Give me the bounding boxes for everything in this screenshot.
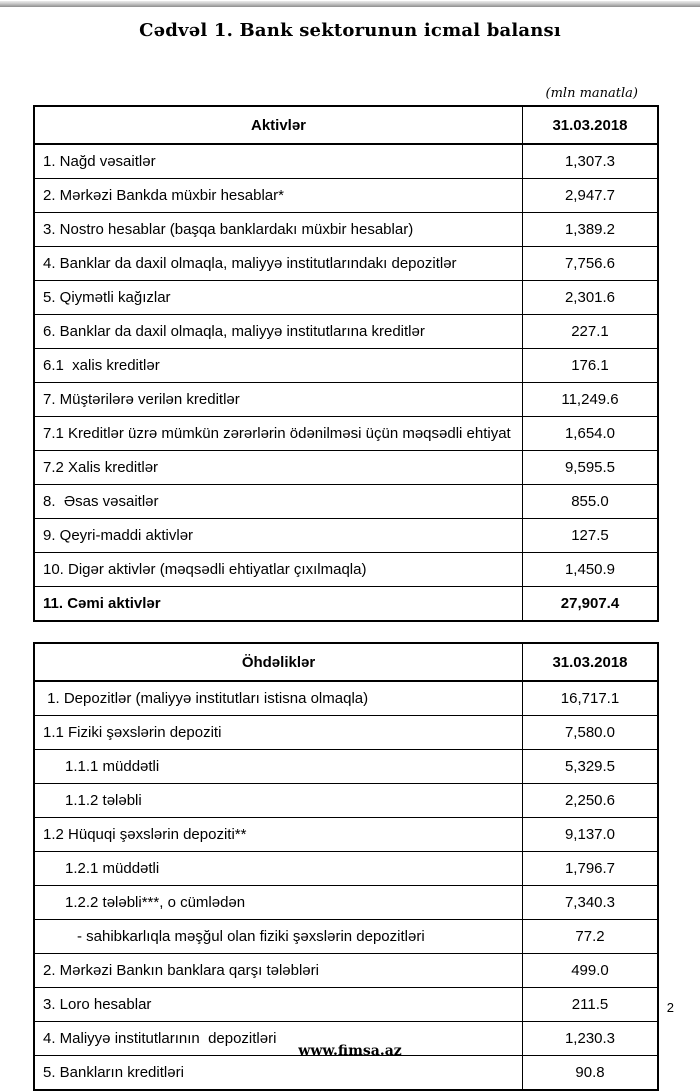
row-label: 1.2 Hüquqi şəxslərin depoziti** [34, 818, 523, 852]
page-number: 2 [666, 1000, 674, 1015]
table-row [34, 681, 658, 716]
row-label: 5. Qiymətli kağızlar [34, 281, 523, 315]
row-value: 7,580.0 [523, 716, 659, 750]
table-row [34, 750, 658, 784]
row-value: 1,796.7 [523, 852, 659, 886]
row-label: 3. Loro hesablar [34, 988, 523, 1022]
table-header-row [34, 643, 658, 681]
row-value: 9,137.0 [523, 818, 659, 852]
row-label: - sahibkarlıqla məşğul olan fiziki şəxslərin depozitləri [34, 920, 523, 954]
table-row [34, 988, 658, 1022]
row-label: 1. Depozitlər (maliyyə institutları istisna olmaqla) [34, 681, 523, 716]
table-gap [33, 622, 654, 642]
row-value: 11,249.6 [523, 383, 659, 417]
row-value: 2,301.6 [523, 281, 659, 315]
assets-table [33, 105, 659, 622]
row-label: 1. Nağd vəsaitlər [34, 144, 523, 179]
row-label: 10. Digər aktivlər (məqsədli ehtiyatlar çıxılmaqla) [34, 553, 523, 587]
row-value: 2,250.6 [523, 784, 659, 818]
row-label: 1.2.1 müddətli [34, 852, 523, 886]
row-label: 1.2.2 tələbli***, o cümlədən [34, 886, 523, 920]
liabilities-table [33, 642, 659, 1091]
row-label: 6. Banklar da daxil olmaqla, maliyyə institutlarına kreditlər [34, 315, 523, 349]
page-title: Cədvəl 1. Bank sektorunun icmal balansı [139, 20, 561, 41]
footer-url: www.fimsa.az [298, 1043, 402, 1059]
row-value: 7,756.6 [523, 247, 659, 281]
table-header-date: 31.03.2018 [523, 643, 659, 681]
table-header-row [34, 106, 658, 144]
row-label: 9. Qeyri-maddi aktivlər [34, 519, 523, 553]
row-label: 4. Banklar da daxil olmaqla, maliyyə institutlarındakı depozitlər [34, 247, 523, 281]
table-row [34, 213, 658, 247]
row-value: 27,907.4 [523, 587, 659, 622]
row-label: 3. Nostro hesablar (başqa banklardakı müxbir hesablar) [34, 213, 523, 247]
table-row [34, 716, 658, 750]
table-row [34, 485, 658, 519]
row-value: 77.2 [523, 920, 659, 954]
table-header-date: 31.03.2018 [523, 106, 659, 144]
row-value: 7,340.3 [523, 886, 659, 920]
row-value: 227.1 [523, 315, 659, 349]
table-row [34, 315, 658, 349]
row-label: 1.1.1 müddətli [34, 750, 523, 784]
row-value: 1,230.3 [523, 1022, 659, 1056]
row-value: 1,307.3 [523, 144, 659, 179]
table-row [34, 383, 658, 417]
row-value: 211.5 [523, 988, 659, 1022]
row-value: 2,947.7 [523, 179, 659, 213]
row-value: 5,329.5 [523, 750, 659, 784]
row-value: 90.8 [523, 1056, 659, 1091]
table-row [34, 818, 658, 852]
table-row [34, 179, 658, 213]
table-row [34, 451, 658, 485]
table-row [34, 784, 658, 818]
page-top-divider [0, 1, 700, 7]
row-label: 11. Cəmi aktivlər [34, 587, 523, 622]
row-value: 499.0 [523, 954, 659, 988]
row-value: 9,595.5 [523, 451, 659, 485]
table-header-label: Aktivlər [34, 106, 523, 144]
table-row [34, 1056, 658, 1091]
page-content [33, 86, 654, 1091]
table-row [34, 247, 658, 281]
row-value: 176.1 [523, 349, 659, 383]
table-row [34, 417, 658, 451]
row-label: 7. Müştərilərə verilən kreditlər [34, 383, 523, 417]
row-label: 5. Bankların kreditləri [34, 1056, 523, 1091]
row-label: 4. Maliyyə institutlarının depozitləri [34, 1022, 523, 1056]
table-row [34, 519, 658, 553]
row-label: 8. Əsas vəsaitlər [34, 485, 523, 519]
table-row [34, 587, 658, 622]
row-value: 1,654.0 [523, 417, 659, 451]
table-row [34, 349, 658, 383]
row-value: 16,717.1 [523, 681, 659, 716]
row-label: 7.1 Kreditlər üzrə mümkün zərərlərin ödənilməsi üçün məqsədli ehtiyat [34, 417, 523, 451]
row-label: 2. Mərkəzi Bankın banklara qarşı tələbləri [34, 954, 523, 988]
row-label: 7.2 Xalis kreditlər [34, 451, 523, 485]
table-row [34, 281, 658, 315]
table-row [34, 553, 658, 587]
unit-note: (mln manatla) [545, 86, 638, 101]
row-value: 855.0 [523, 485, 659, 519]
row-label: 1.1 Fiziki şəxslərin depoziti [34, 716, 523, 750]
table-header-label: Öhdəliklər [34, 643, 523, 681]
row-value: 1,450.9 [523, 553, 659, 587]
row-label: 1.1.2 tələbli [34, 784, 523, 818]
table-row [34, 886, 658, 920]
row-value: 1,389.2 [523, 213, 659, 247]
row-label: 2. Mərkəzi Bankda müxbir hesablar* [34, 179, 523, 213]
row-label: 6.1 xalis kreditlər [34, 349, 523, 383]
table-row [34, 144, 658, 179]
table-row [34, 920, 658, 954]
table-row [34, 852, 658, 886]
table-row [34, 954, 658, 988]
row-value: 127.5 [523, 519, 659, 553]
